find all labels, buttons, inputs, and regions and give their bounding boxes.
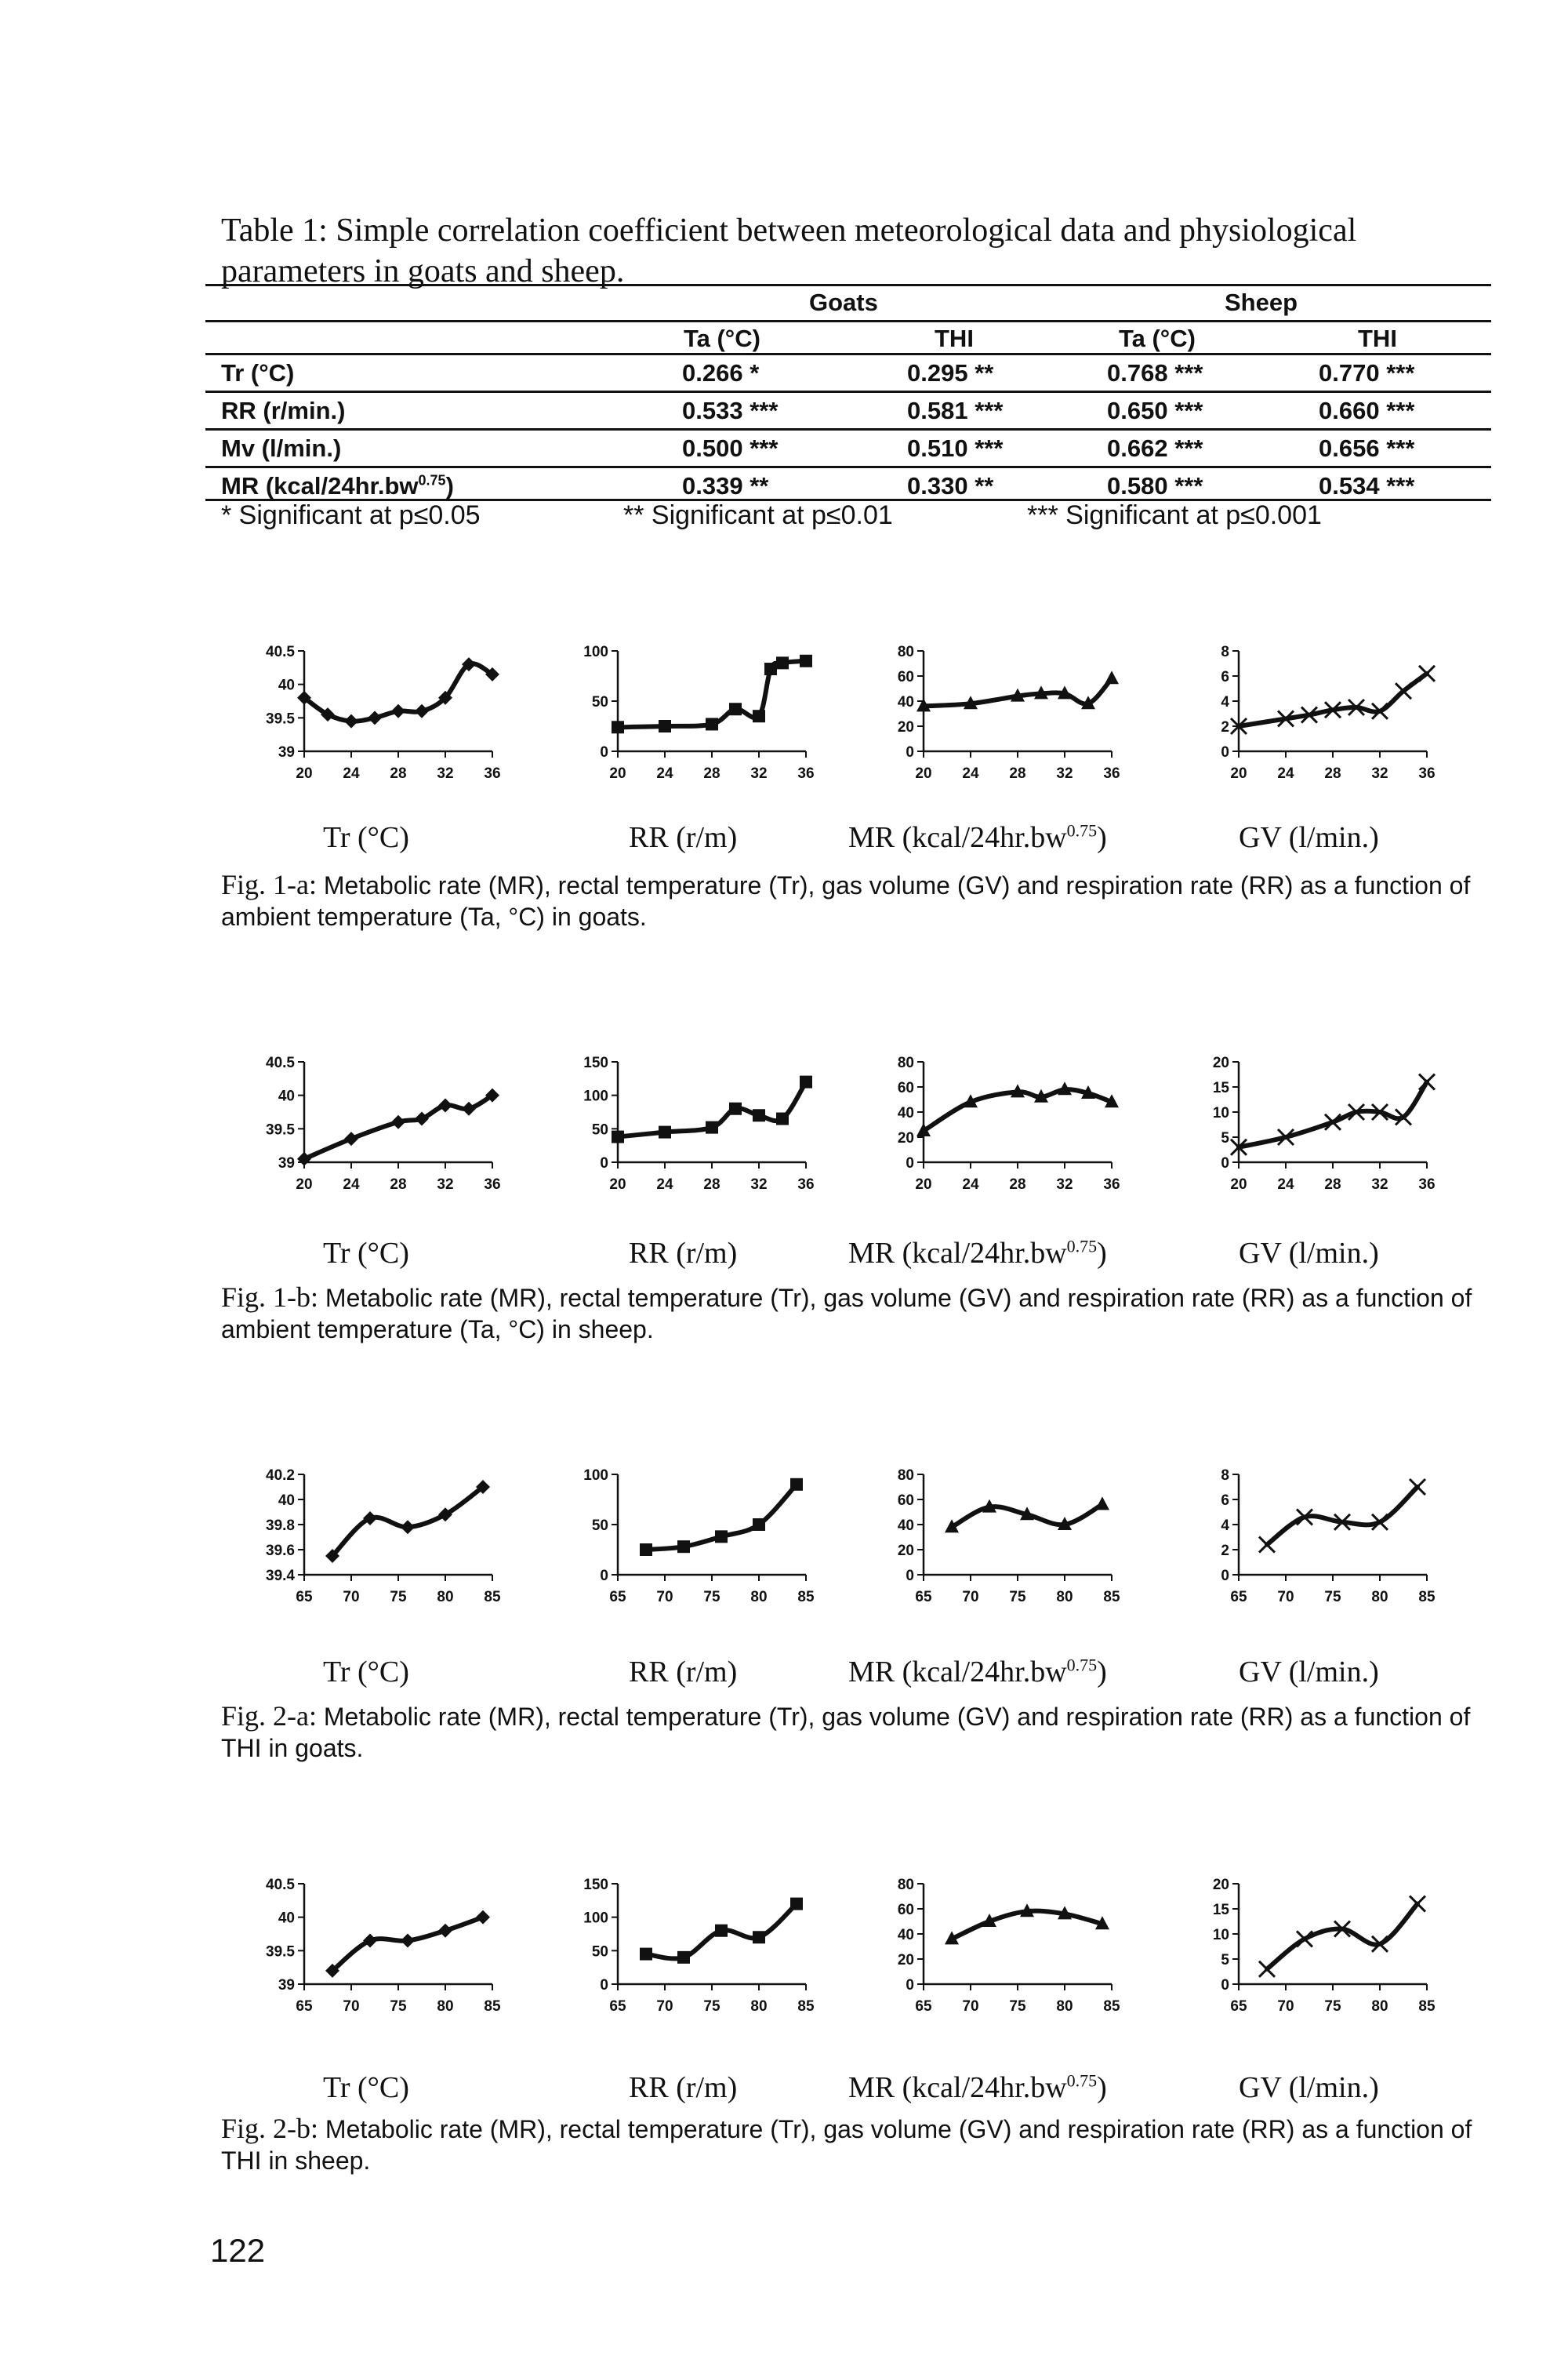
cell-mv-goats-thi: 0.510 *** (907, 434, 1004, 462)
chart-2a-rr (563, 1465, 822, 1606)
y-tick-label: 39.4 (266, 1568, 295, 1584)
x-tick-label: 70 (656, 1998, 673, 2015)
cell-rr-sheep-ta: 0.650 *** (1107, 397, 1203, 424)
x-tick-label: 65 (1230, 1998, 1247, 2015)
x-tick-label: 75 (703, 1998, 720, 2015)
data-point-diamond (462, 1102, 476, 1116)
footnote-p01: ** Significant at p≤0.01 (623, 500, 893, 530)
y-tick-label: 80 (897, 1467, 914, 1484)
data-point-x (1259, 1961, 1275, 1977)
data-point-triangle (1095, 1496, 1109, 1510)
data-point-diamond (391, 1115, 405, 1129)
y-tick-label: 100 (583, 1910, 608, 1927)
x-tick-label: 80 (1056, 1589, 1073, 1605)
x-tick-label: 70 (1277, 1589, 1294, 1605)
x-tick-label: 70 (962, 1998, 979, 2015)
x-tick-label: 24 (1277, 1176, 1294, 1193)
data-point-diamond (476, 1910, 490, 1925)
chart-title-1a-gv: GV (l/min.) (1239, 821, 1379, 854)
data-point-square (753, 1518, 765, 1531)
x-tick-label: 32 (1056, 1176, 1073, 1193)
cell-mr-sheep-thi: 0.534 *** (1319, 472, 1415, 500)
y-tick-label: 39.5 (266, 1943, 295, 1961)
y-tick-label: 0 (906, 744, 914, 761)
y-tick-label: 0 (906, 1155, 914, 1172)
y-tick-label: 100 (583, 644, 608, 660)
y-tick-label: 39.6 (266, 1543, 295, 1559)
x-tick-label: 20 (609, 1176, 626, 1193)
y-tick-label: 6 (1221, 669, 1229, 685)
col-header-goats-ta: Ta (°C) (684, 325, 760, 352)
data-point-diamond (438, 1924, 452, 1938)
chart-1a-gv (1184, 642, 1443, 783)
cell-rr-goats-ta: 0.533 *** (682, 397, 779, 424)
cell-rr-goats-thi: 0.581 *** (907, 397, 1004, 424)
figure-caption-1a: Fig. 1-a: Metabolic rate (MR), rectal temperature (Tr), gas volume (GV) and respiration rate (RR) as a function of ambient temperature (Ta, °C) in goats. (221, 869, 1471, 931)
data-point-diamond (415, 704, 429, 718)
data-point-square (612, 721, 624, 733)
data-point-x (1396, 683, 1411, 699)
x-tick-label: 70 (343, 1998, 360, 2015)
y-tick-label: 20 (1212, 1055, 1229, 1071)
chart-title-1b-tr: Tr (°C) (323, 1237, 409, 1270)
x-tick-label: 36 (797, 1176, 815, 1193)
x-tick-label: 20 (1230, 765, 1247, 782)
x-tick-label: 20 (915, 765, 932, 782)
series-line (1239, 674, 1427, 726)
x-tick-label: 85 (1103, 1589, 1120, 1605)
y-tick-label: 39.5 (266, 1121, 295, 1139)
data-point-square (800, 655, 812, 667)
x-tick-label: 80 (1056, 1998, 1073, 2015)
x-tick-label: 20 (915, 1176, 932, 1193)
data-point-square (776, 1113, 789, 1125)
x-tick-label: 24 (656, 1176, 673, 1193)
y-tick-label: 40.2 (266, 1467, 295, 1484)
chart-title-1a-mr: MR $(kcal/24hr.bw^{0.75})$ (848, 820, 1107, 854)
x-tick-label: 32 (437, 765, 454, 782)
x-tick-label: 65 (296, 1998, 313, 2015)
data-point-diamond (344, 714, 358, 729)
data-point-triangle (1105, 671, 1119, 684)
cell-tr-sheep-ta: 0.768 *** (1107, 359, 1203, 387)
y-tick-label: 80 (897, 1055, 914, 1071)
x-tick-label: 85 (484, 1589, 501, 1605)
x-tick-label: 65 (609, 1998, 626, 2015)
chart-1b-mr (869, 1052, 1127, 1194)
y-tick-label: 40.5 (266, 1055, 295, 1071)
cell-mr-goats-ta: 0.339 ** (682, 472, 769, 500)
y-tick-label: 0 (1221, 1977, 1229, 1994)
x-tick-label: 36 (1103, 1176, 1120, 1193)
x-tick-label: 65 (609, 1589, 626, 1605)
cell-mv-goats-ta: 0.500 *** (682, 434, 779, 462)
y-tick-label: 100 (583, 1088, 608, 1105)
chart-title-1b-rr: RR (r/m) (629, 1237, 738, 1270)
y-tick-label: 40.5 (266, 644, 295, 660)
y-tick-label: 15 (1212, 1902, 1229, 1918)
row-label-tr: Tr (°C) (221, 359, 295, 387)
chart-title-2a-tr: Tr (°C) (323, 1656, 409, 1688)
chart-2a-mr (869, 1465, 1127, 1606)
y-tick-label: 5 (1221, 1952, 1229, 1968)
data-point-diamond (344, 1132, 358, 1146)
cell-mv-sheep-thi: 0.656 *** (1319, 434, 1415, 462)
data-point-square (729, 1103, 742, 1115)
x-tick-label: 75 (1324, 1589, 1341, 1605)
x-tick-label: 85 (1103, 1998, 1120, 2015)
y-tick-label: 100 (583, 1467, 608, 1484)
data-point-square (706, 1121, 718, 1134)
chart-1b-rr (563, 1052, 822, 1194)
cell-tr-sheep-thi: 0.770 *** (1319, 359, 1415, 387)
x-tick-label: 36 (1418, 765, 1436, 782)
y-tick-label: 0 (906, 1977, 914, 1994)
data-point-x (1297, 1931, 1312, 1946)
x-tick-label: 80 (1371, 1589, 1388, 1605)
x-tick-label: 32 (437, 1176, 454, 1193)
y-tick-label: 50 (591, 694, 608, 711)
chart-2b-gv (1184, 1874, 1443, 2016)
x-tick-label: 32 (1371, 765, 1388, 782)
y-tick-label: 20 (897, 719, 914, 736)
x-tick-label: 65 (1230, 1589, 1247, 1605)
chart-1a-tr (249, 642, 508, 783)
x-tick-label: 75 (390, 1589, 407, 1605)
chart-title-1a-rr: RR (r/m) (629, 821, 738, 854)
chart-title-2b-tr: Tr (°C) (323, 2071, 409, 2104)
y-tick-label: 60 (897, 1902, 914, 1918)
x-tick-label: 36 (1418, 1176, 1436, 1193)
x-tick-label: 24 (962, 1176, 979, 1193)
data-point-diamond (391, 704, 405, 718)
x-tick-label: 70 (1277, 1998, 1294, 2015)
data-point-x (1410, 1479, 1425, 1495)
x-tick-label: 65 (296, 1589, 313, 1605)
y-tick-label: 0 (1221, 1568, 1229, 1584)
group-header-goats: Goats (809, 289, 878, 316)
col-header-sheep-thi: THI (1358, 325, 1397, 352)
x-tick-label: 28 (390, 765, 407, 782)
col-header-sheep-ta: Ta (°C) (1119, 325, 1196, 352)
page-number: 122 (210, 2232, 266, 2269)
figure-caption-2b: Fig. 2-b: Metabolic rate (MR), rectal temperature (Tr), gas volume (GV) and respiration rate (RR) as a function of THI in sheep. (221, 2113, 1472, 2175)
x-tick-label: 24 (1277, 765, 1294, 782)
y-tick-label: 39 (278, 1977, 295, 1994)
chart-1b-gv (1184, 1052, 1443, 1194)
chart-title-2b-mr: MR $(kcal/24hr.bw^{0.75})$ (848, 2070, 1107, 2104)
chart-title-2a-mr: MR $(kcal/24hr.bw^{0.75})$ (848, 1655, 1107, 1688)
series-line (618, 661, 806, 727)
y-tick-label: 39.8 (266, 1518, 295, 1534)
data-point-diamond (297, 1152, 311, 1166)
data-point-square (790, 1478, 803, 1491)
y-tick-label: 0 (1221, 1155, 1229, 1172)
x-tick-label: 20 (1230, 1176, 1247, 1193)
y-tick-label: 0 (1221, 744, 1229, 761)
x-tick-label: 24 (656, 765, 673, 782)
data-point-x (1259, 1537, 1275, 1553)
col-header-goats-thi: THI (935, 325, 974, 352)
data-point-square (715, 1925, 728, 1937)
x-tick-label: 80 (437, 1998, 454, 2015)
x-tick-label: 28 (1009, 765, 1026, 782)
y-tick-label: 50 (591, 1121, 608, 1139)
data-point-diamond (401, 1934, 415, 1948)
chart-title-1b-gv: GV (l/min.) (1239, 1237, 1379, 1270)
x-tick-label: 65 (915, 1589, 932, 1605)
data-point-square (640, 1948, 652, 1961)
cell-mr-goats-thi: 0.330 ** (907, 472, 994, 500)
data-point-square (753, 1931, 765, 1943)
y-tick-label: 50 (591, 1518, 608, 1534)
y-tick-label: 40.5 (266, 1877, 295, 1893)
x-tick-label: 32 (1371, 1176, 1388, 1193)
x-tick-label: 32 (1056, 765, 1073, 782)
x-tick-label: 28 (390, 1176, 407, 1193)
chart-2a-tr (249, 1465, 508, 1606)
y-tick-label: 4 (1221, 1518, 1229, 1534)
y-tick-label: 20 (1212, 1877, 1229, 1893)
y-tick-label: 0 (600, 1977, 608, 1994)
data-point-x (1419, 666, 1435, 682)
y-tick-label: 0 (600, 1568, 608, 1584)
x-tick-label: 28 (1009, 1176, 1026, 1193)
data-point-square (764, 663, 777, 675)
data-point-square (715, 1530, 728, 1543)
y-tick-label: 20 (897, 1543, 914, 1559)
x-tick-label: 80 (1371, 1998, 1388, 2015)
x-tick-label: 36 (484, 1176, 501, 1193)
row-label-mv: Mv (l/min.) (221, 434, 342, 462)
y-tick-label: 4 (1221, 694, 1229, 711)
x-tick-label: 85 (1418, 1998, 1436, 2015)
footnote-p001: *** Significant at p≤0.001 (1027, 500, 1322, 530)
cell-mv-sheep-ta: 0.662 *** (1107, 434, 1203, 462)
x-tick-label: 28 (703, 765, 720, 782)
x-tick-label: 28 (1324, 765, 1341, 782)
x-tick-label: 85 (1418, 1589, 1436, 1605)
data-point-x (1410, 1896, 1425, 1912)
y-tick-label: 150 (583, 1055, 608, 1071)
row-label-rr: RR (r/min.) (221, 397, 346, 424)
chart-title-1b-mr: MR $(kcal/24hr.bw^{0.75})$ (848, 1236, 1107, 1270)
y-tick-label: 8 (1221, 1467, 1229, 1484)
data-point-square (800, 1076, 812, 1089)
y-tick-label: 15 (1212, 1080, 1229, 1096)
figure-caption-1b: Fig. 1-b: Metabolic rate (MR), rectal temperature (Tr), gas volume (GV) and respiration rate (RR) as a function of ambient temperature (Ta, °C) in sheep. (221, 1281, 1472, 1343)
y-tick-label: 10 (1212, 1105, 1229, 1121)
data-point-square (729, 703, 742, 715)
series-line (1267, 1487, 1417, 1545)
x-tick-label: 80 (437, 1589, 454, 1605)
data-point-diamond (401, 1520, 415, 1534)
y-tick-label: 150 (583, 1877, 608, 1893)
data-point-square (753, 1109, 765, 1121)
chart-2b-tr (249, 1874, 508, 2016)
y-tick-label: 40 (278, 677, 295, 694)
series-line (1267, 1904, 1417, 1969)
chart-title-1a-tr: Tr (°C) (323, 821, 409, 854)
x-tick-label: 80 (750, 1589, 768, 1605)
data-point-diamond (438, 1098, 452, 1112)
data-point-square (659, 720, 671, 732)
data-point-square (753, 710, 765, 722)
x-tick-label: 75 (1324, 1998, 1341, 2015)
chart-title-2b-gv: GV (l/min.) (1239, 2071, 1379, 2104)
y-tick-label: 60 (897, 1492, 914, 1509)
footnote-p05: * Significant at p≤0.05 (221, 500, 481, 530)
cell-mr-sheep-ta: 0.580 *** (1107, 472, 1203, 500)
data-point-square (776, 656, 789, 669)
y-tick-label: 2 (1221, 1543, 1229, 1559)
y-tick-label: 40 (278, 1910, 295, 1927)
y-tick-label: 39.5 (266, 711, 295, 728)
data-point-square (677, 1540, 690, 1553)
y-tick-label: 40 (278, 1492, 295, 1509)
x-tick-label: 28 (1324, 1176, 1341, 1193)
group-header-sheep: Sheep (1225, 289, 1298, 316)
x-tick-label: 36 (1103, 765, 1120, 782)
data-point-square (659, 1126, 671, 1139)
y-tick-label: 39 (278, 1155, 295, 1172)
y-tick-label: 40 (897, 694, 914, 711)
y-tick-label: 0 (600, 1155, 608, 1172)
y-tick-label: 80 (897, 644, 914, 660)
series-line (1239, 1082, 1427, 1147)
x-tick-label: 75 (390, 1998, 407, 2015)
y-tick-label: 39 (278, 744, 295, 761)
chart-1b-tr (249, 1052, 508, 1194)
chart-2b-mr (869, 1874, 1127, 2016)
y-tick-label: 5 (1221, 1130, 1229, 1147)
y-tick-label: 40 (897, 1927, 914, 1943)
y-tick-label: 40 (278, 1088, 295, 1105)
x-tick-label: 75 (1009, 1589, 1026, 1605)
x-tick-label: 28 (703, 1176, 720, 1193)
x-tick-label: 36 (797, 765, 815, 782)
x-tick-label: 65 (915, 1998, 932, 2015)
y-tick-label: 8 (1221, 644, 1229, 660)
data-point-square (677, 1951, 690, 1964)
data-point-square (706, 718, 718, 730)
cell-rr-sheep-thi: 0.660 *** (1319, 397, 1415, 424)
chart-1a-rr (563, 642, 822, 783)
x-tick-label: 75 (703, 1589, 720, 1605)
chart-title-2b-rr: RR (r/m) (629, 2071, 738, 2104)
x-tick-label: 75 (1009, 1998, 1026, 2015)
x-tick-label: 36 (484, 765, 501, 782)
row-label-mr: MR $(kcal/24hr.bw^{0.75})$ (221, 472, 454, 500)
y-tick-label: 80 (897, 1877, 914, 1893)
x-tick-label: 80 (750, 1998, 768, 2015)
x-tick-label: 20 (296, 1176, 313, 1193)
data-point-square (640, 1543, 652, 1556)
chart-title-2a-rr: RR (r/m) (629, 1656, 738, 1688)
x-tick-label: 24 (343, 1176, 360, 1193)
y-tick-label: 0 (906, 1568, 914, 1584)
x-tick-label: 32 (750, 765, 768, 782)
x-tick-label: 70 (962, 1589, 979, 1605)
x-tick-label: 32 (750, 1176, 768, 1193)
y-tick-label: 40 (897, 1105, 914, 1121)
data-point-x (1419, 1074, 1435, 1090)
x-tick-label: 70 (343, 1589, 360, 1605)
y-tick-label: 60 (897, 669, 914, 685)
x-tick-label: 85 (797, 1998, 815, 2015)
cell-tr-goats-thi: 0.295 ** (907, 359, 994, 387)
y-tick-label: 40 (897, 1518, 914, 1534)
data-point-diamond (368, 711, 382, 725)
y-tick-label: 20 (897, 1952, 914, 1968)
y-tick-label: 10 (1212, 1927, 1229, 1943)
x-tick-label: 20 (296, 765, 313, 782)
y-tick-label: 6 (1221, 1492, 1229, 1509)
data-point-square (790, 1898, 803, 1910)
chart-title-2a-gv: GV (l/min.) (1239, 1656, 1379, 1688)
chart-2b-rr (563, 1874, 822, 2016)
x-tick-label: 85 (797, 1589, 815, 1605)
data-point-square (612, 1131, 624, 1143)
figure-caption-2a: Fig. 2-a: Metabolic rate (MR), rectal temperature (Tr), gas volume (GV) and respiration rate (RR) as a function of THI in goats. (221, 1700, 1471, 1762)
x-tick-label: 70 (656, 1589, 673, 1605)
x-tick-label: 85 (484, 1998, 501, 2015)
table-caption: Table 1: Simple correlation coefficient between meteorological data and physiological parameters in goats and sheep. (221, 213, 1357, 289)
x-tick-label: 24 (962, 765, 979, 782)
y-tick-label: 20 (897, 1130, 914, 1147)
cell-tr-goats-ta: 0.266 * (682, 359, 760, 387)
chart-1a-mr (869, 642, 1127, 783)
x-tick-label: 24 (343, 765, 360, 782)
y-tick-label: 2 (1221, 719, 1229, 736)
x-tick-label: 20 (609, 765, 626, 782)
y-tick-label: 60 (897, 1080, 914, 1096)
y-tick-label: 0 (600, 744, 608, 761)
chart-2a-gv (1184, 1465, 1443, 1606)
y-tick-label: 50 (591, 1943, 608, 1961)
